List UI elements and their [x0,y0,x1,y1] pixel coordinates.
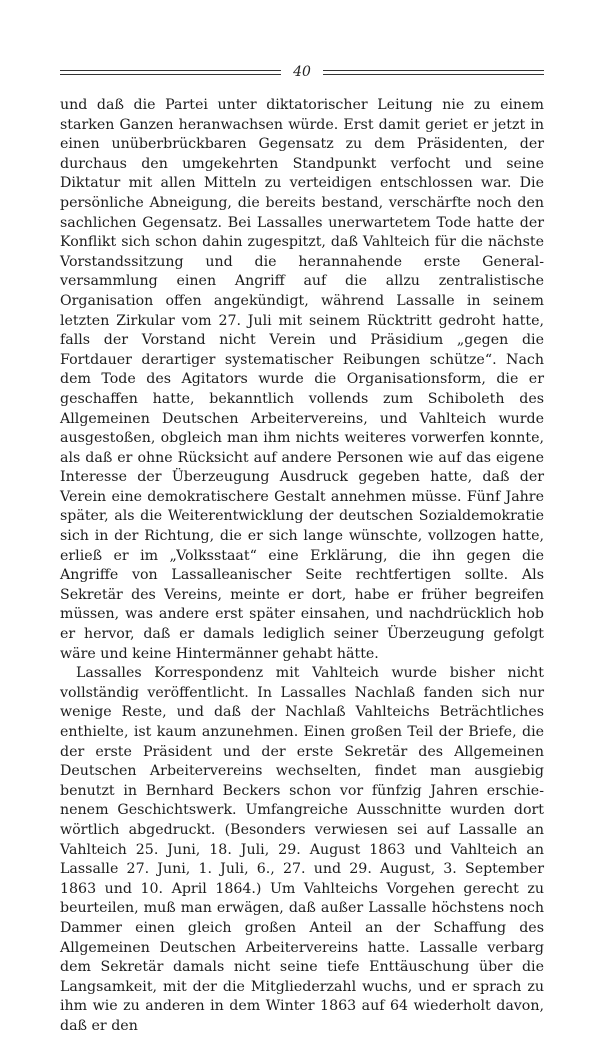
paragraph-2: Lassalles Korrespondenz mit Vahlteich wurde bisher nicht vollständig veröffentlicht. In Lassalles Nachlaß fanden sich nur wenige Reste, und daß der Nachlaß Vahlteichs Beträchtliches enthielte, ist kaum anzunehmen. Einen großen Teil der Briefe, die der erste Präsident und der erste Sekretär des Allgemeinen Deutschen Arbeitervereins wechselten, findet man ausgiebig benutzt in Bernhard Beckers schon vor fünfzig Jahren erschienenem Geschichtswerk. Umfangreiche Ausschnitte wurden dort wörtlich abgedruckt. (Besonders verwiesen sei auf Lassalle an Vahlteich 25. Juni, 18. Juli, 29. August 1863 und Vahlteich an Lassalle 27. Juni, 1. Juli, 6., 27. und 29. August, 3. September 1863 und 10. April 1864.) Um Vahlteichs Vorgehen gerecht zu beurteilen, muß man erwägen, daß außer Lassalle höchstens noch Dammer einen gleich großen Anteil an der Schaffung des Allgemeinen Deutschen Arbeitervereins hatte. Lassalle verbarg dem Sekretär damals nicht seine tiefe Enttäuschung über die Langsamkeit, mit der die Mitgliederzahl wuchs, und er sprach zu ihm wie zu anderen in dem Winter 1863 auf 64 wiederholt davon, daß er den [60,665,544,1034]
book-page [60,62,544,1037]
body-text [60,96,544,1037]
header-rule-left [60,70,281,75]
header-rule-right [323,70,544,75]
page-header [60,62,544,82]
paragraph-1: und daß die Partei unter diktatorischer Leitung nie zu einem starken Ganzen heranwachsen würde. Erst damit geriet er jetzt in einen unüberbrückbaren Gegensatz zu dem Präsidenten, der durchaus den umgekehrten Standpunkt verfocht und seine Diktatur mit allen Mitteln zu verteidigen entschlossen war. Die persönliche Abneigung, die bereits bestand, verschärfte noch den sachlichen Gegensatz. Bei Lassalles unerwartetem Tode hatte der Konflikt sich schon dahin zugespitzt, daß Vahlteich für die nächste Vorstandssitzung und die herannahende erste Generalversammlung einen Angriff auf die allzu zentralistische Organisation offen angekündigt, während Lassalle in seinem letzten Zirkular vom 27. Juli mit seinem Rücktritt gedroht hatte, falls der Vorstand nicht Verein und Präsidium „gegen die Fortdauer derartiger systematischer Reibungen schütze“. Nach dem Tode des Agitators wurde die Organisationsform, die er geschaffen hatte, bekanntlich vollends zum Schiboleth des Allgemeinen Deutschen Arbeitervereins, und Vahlteich wurde ausgestoßen, obgleich man ihm nichts weiteres vorwerfen konnte, als daß er ohne Rücksicht auf andere Personen wie auf das eigene Interesse der Überzeugung Ausdruck gegeben hatte, daß der Verein eine demokratischere Gestalt annehmen müsse. Fünf Jahre später, als die Weiterentwicklung der deutschen Sozialdemokratie sich in der Richtung, die er sich lange wünschte, vollzogen hatte, erließ er im „Volksstaat“ eine Erklärung, die ihn gegen die Angriffe von Lassalleanischer Seite rechtfertigen sollte. Als Sekretär des Vereins, meinte er dort, habe er früher begreifen müssen, was andere erst später einsahen, und nachdrücklich hob er hervor, daß er damals lediglich seiner Überzeugung gefolgt wäre und keine Hintermänner gehabt hätte. [60,97,544,662]
page-number: 40 [293,64,311,80]
